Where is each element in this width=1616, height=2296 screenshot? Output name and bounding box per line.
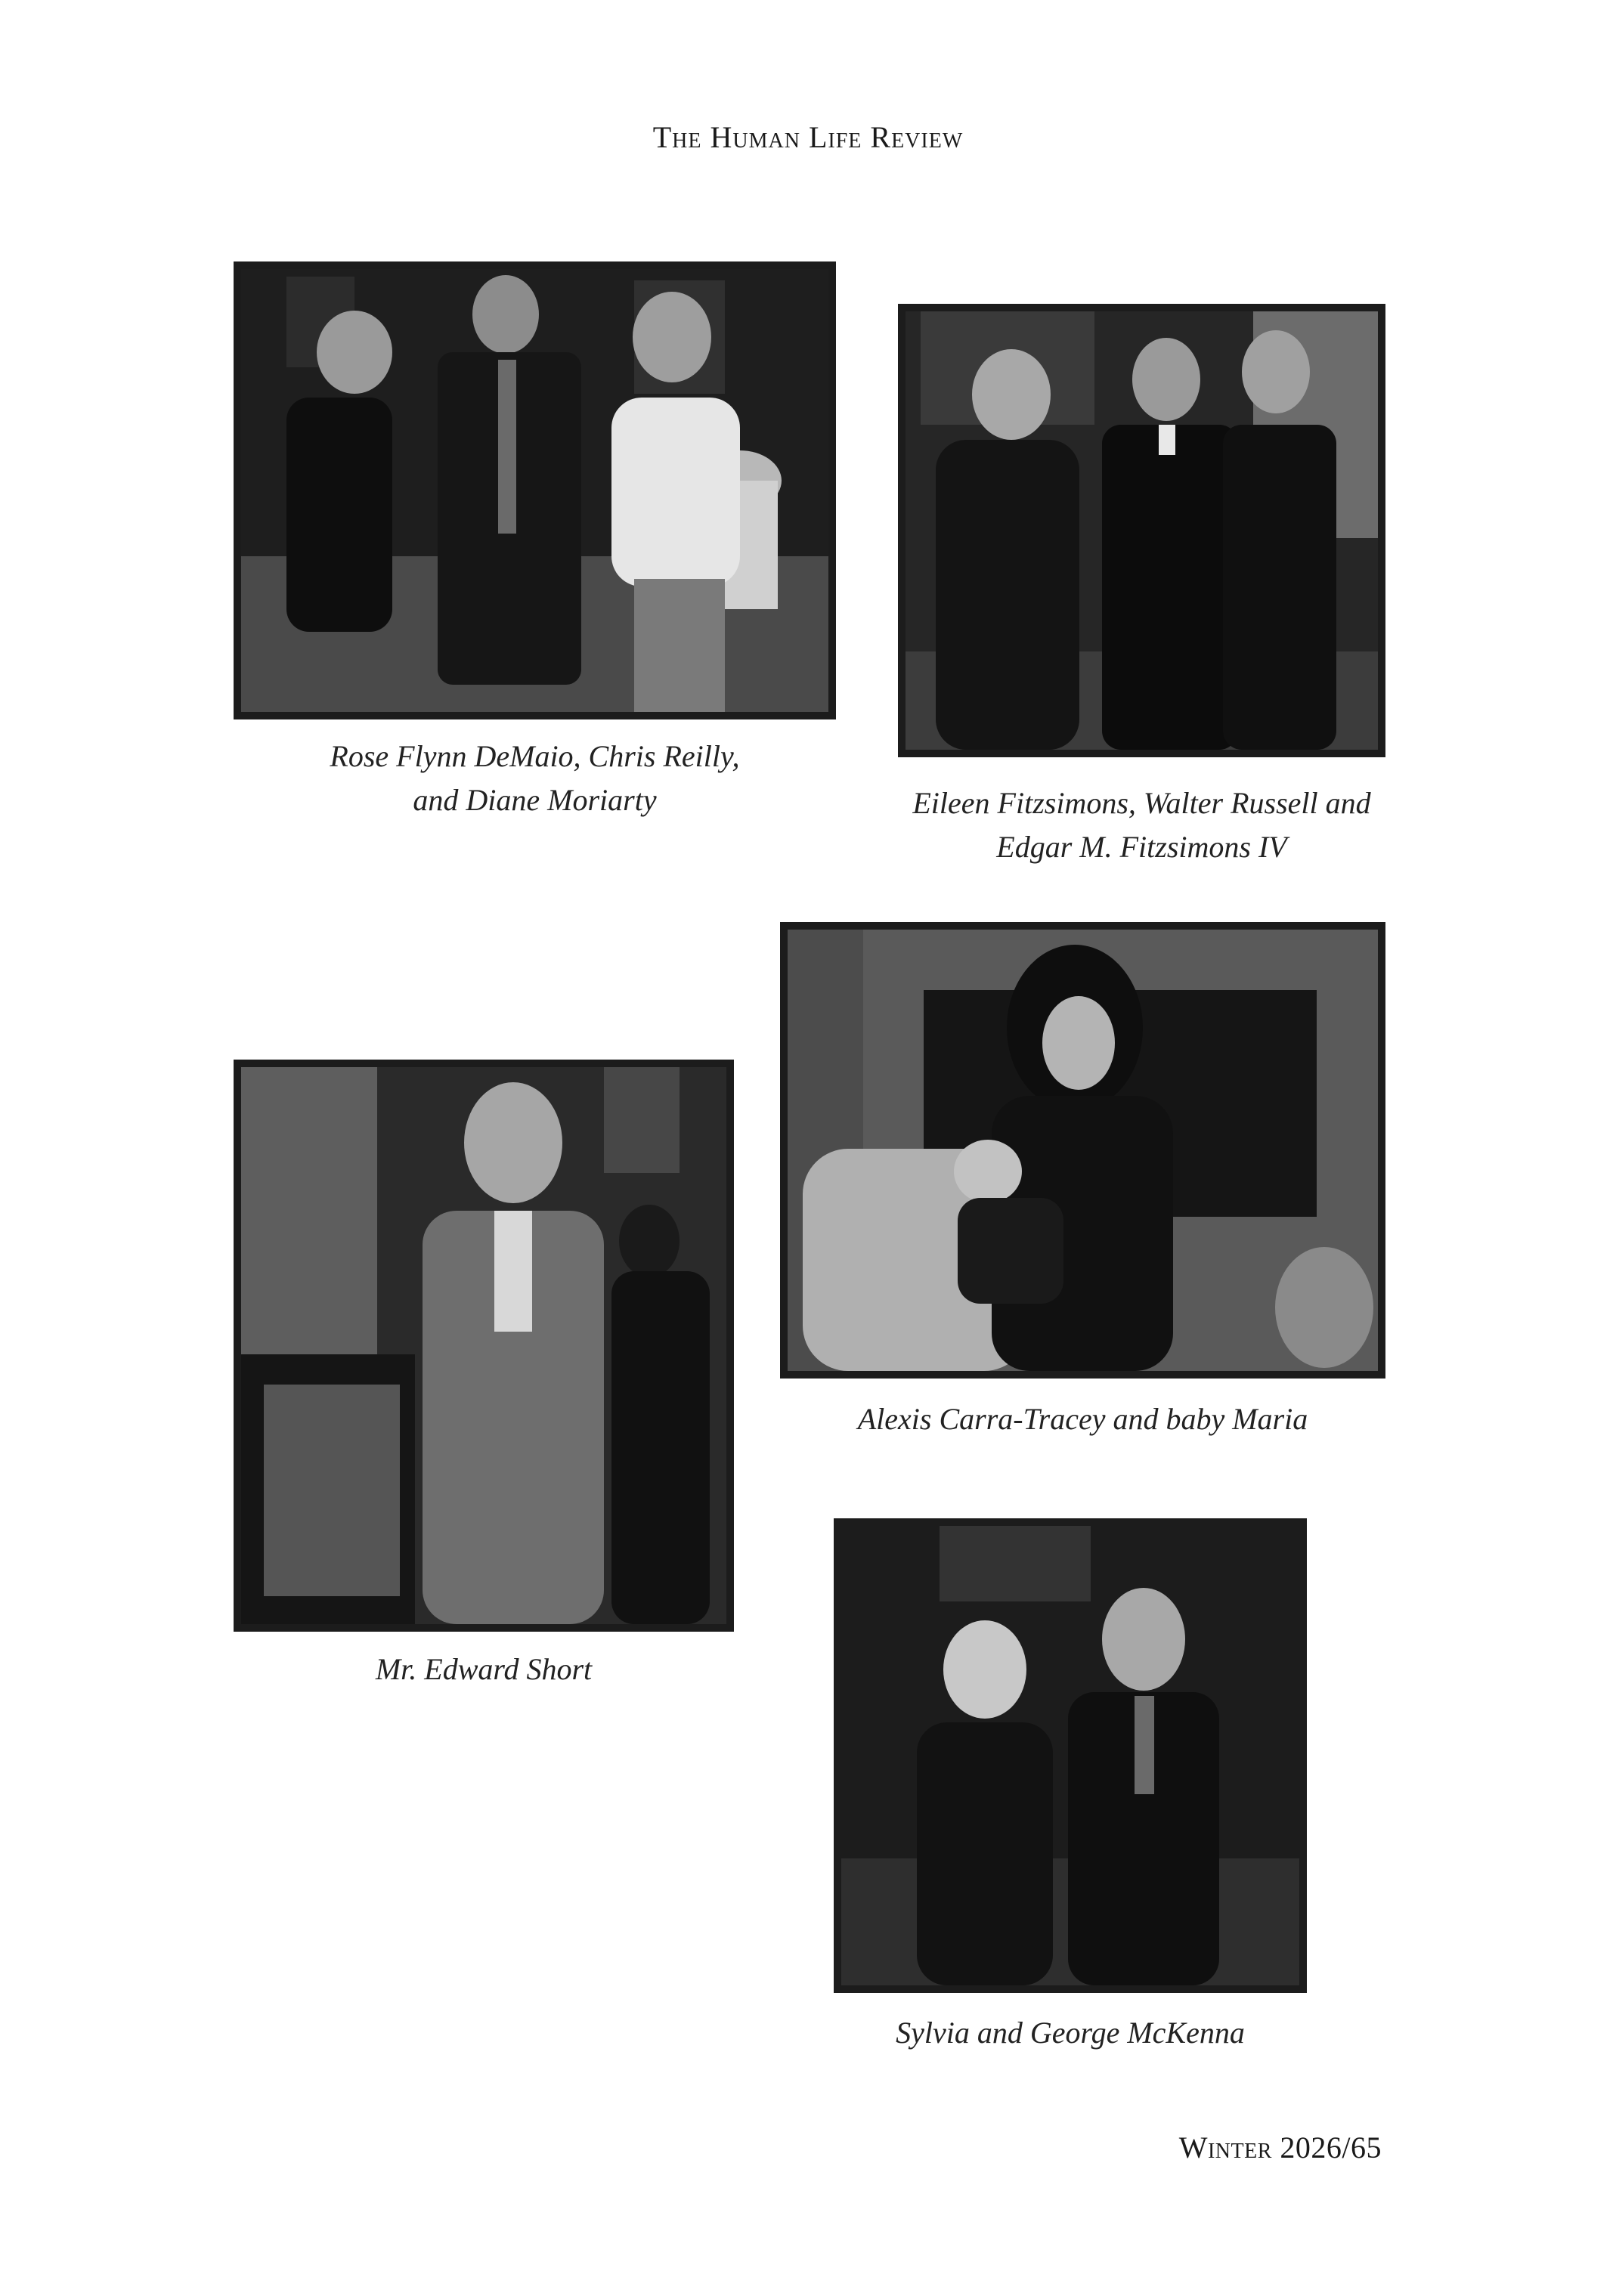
photo-mother-and-baby [780,922,1385,1379]
photo-group-conversation [234,261,836,719]
caption-photo-3: Alexis Carra-Tracey and baby Maria [857,1402,1308,1436]
caption-photo-1: Rose Flynn DeMaio, Chris Reilly, and Diane Moriarty [330,739,740,817]
photo-three-guests [898,304,1385,757]
photo-edward-short [234,1060,734,1632]
page-folio: Winter 2026/65 [1178,2130,1382,2164]
caption-photo-4: Mr. Edward Short [375,1652,593,1686]
caption-photo-2: Eileen Fitzsimons, Walter Russell and Edgar M. Fitzsimons IV [912,786,1371,864]
photo-sylvia-george-mckenna [834,1518,1307,1993]
caption-photo-5: Sylvia and George McKenna [896,2016,1245,2050]
running-title: The Human Life Review [652,120,964,154]
